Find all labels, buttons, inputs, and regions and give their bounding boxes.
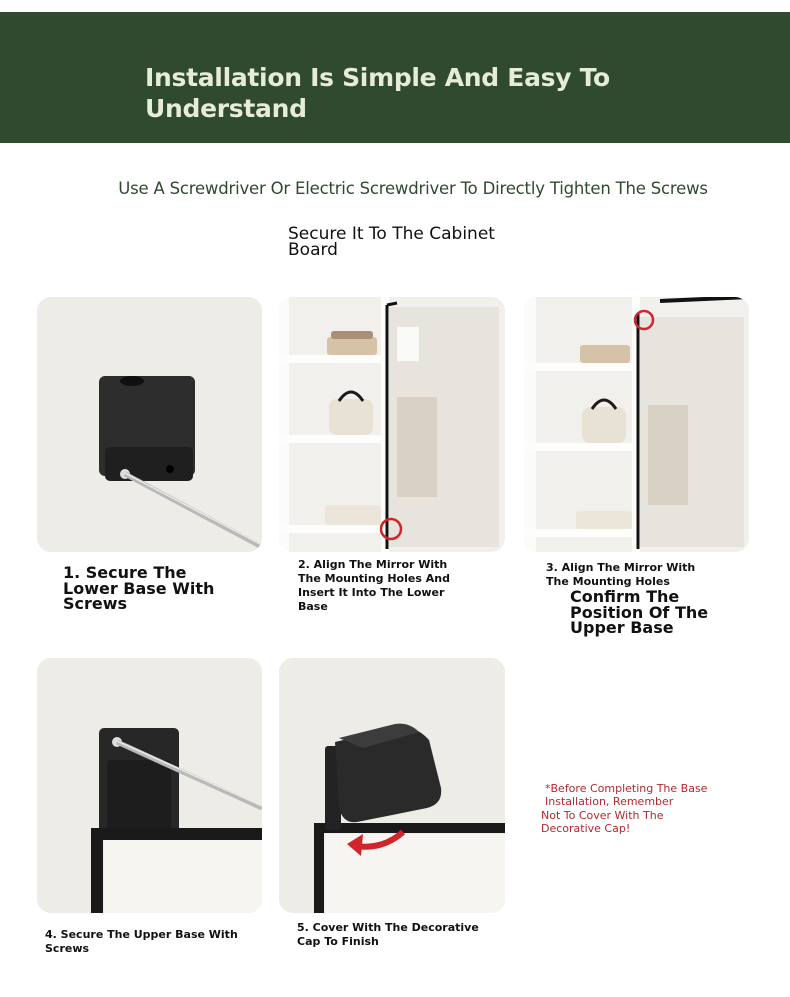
section-heading: Secure It To The Cabinet Board (288, 224, 495, 260)
shelf-mirror-upper-illustration (524, 297, 749, 552)
step-4-caption: 4. Secure The Upper Base With Screws (45, 928, 238, 955)
decorative-cap-illustration (279, 658, 505, 913)
header-banner (0, 12, 790, 143)
page-title: Installation Is Simple And Easy To Understand (145, 63, 610, 123)
step-1-caption: 1. Secure The Lower Base With Screws (63, 563, 215, 613)
step-5-caption: 5. Cover With The Decorative Cap To Finish (297, 921, 479, 948)
shelf-mirror-lower-illustration (279, 297, 505, 552)
warning-note-line-1: *Before Completing The Base Installation, Remember (545, 782, 708, 808)
subtitle: Use A Screwdriver Or Electric Screwdriver To Directly Tighten The Screws (118, 179, 708, 198)
step-2-caption: 2. Align The Mirror With The Mounting Holes And Insert It Into The Lower Base (298, 558, 450, 613)
warning-note-line-2: Not To Cover With The Decorative Cap! (541, 809, 664, 835)
step-5-image (279, 658, 505, 913)
step-3-image (524, 297, 749, 552)
step-3-caption-large: Confirm The Position Of The Upper Base (570, 587, 709, 637)
step-1-image (37, 297, 262, 552)
lower-base-illustration (37, 297, 262, 552)
step-3-caption: 3. Align The Mirror With The Mounting Holes (546, 561, 696, 588)
upper-base-illustration (37, 658, 262, 913)
step-2-image (279, 297, 505, 552)
step-4-image (37, 658, 262, 913)
